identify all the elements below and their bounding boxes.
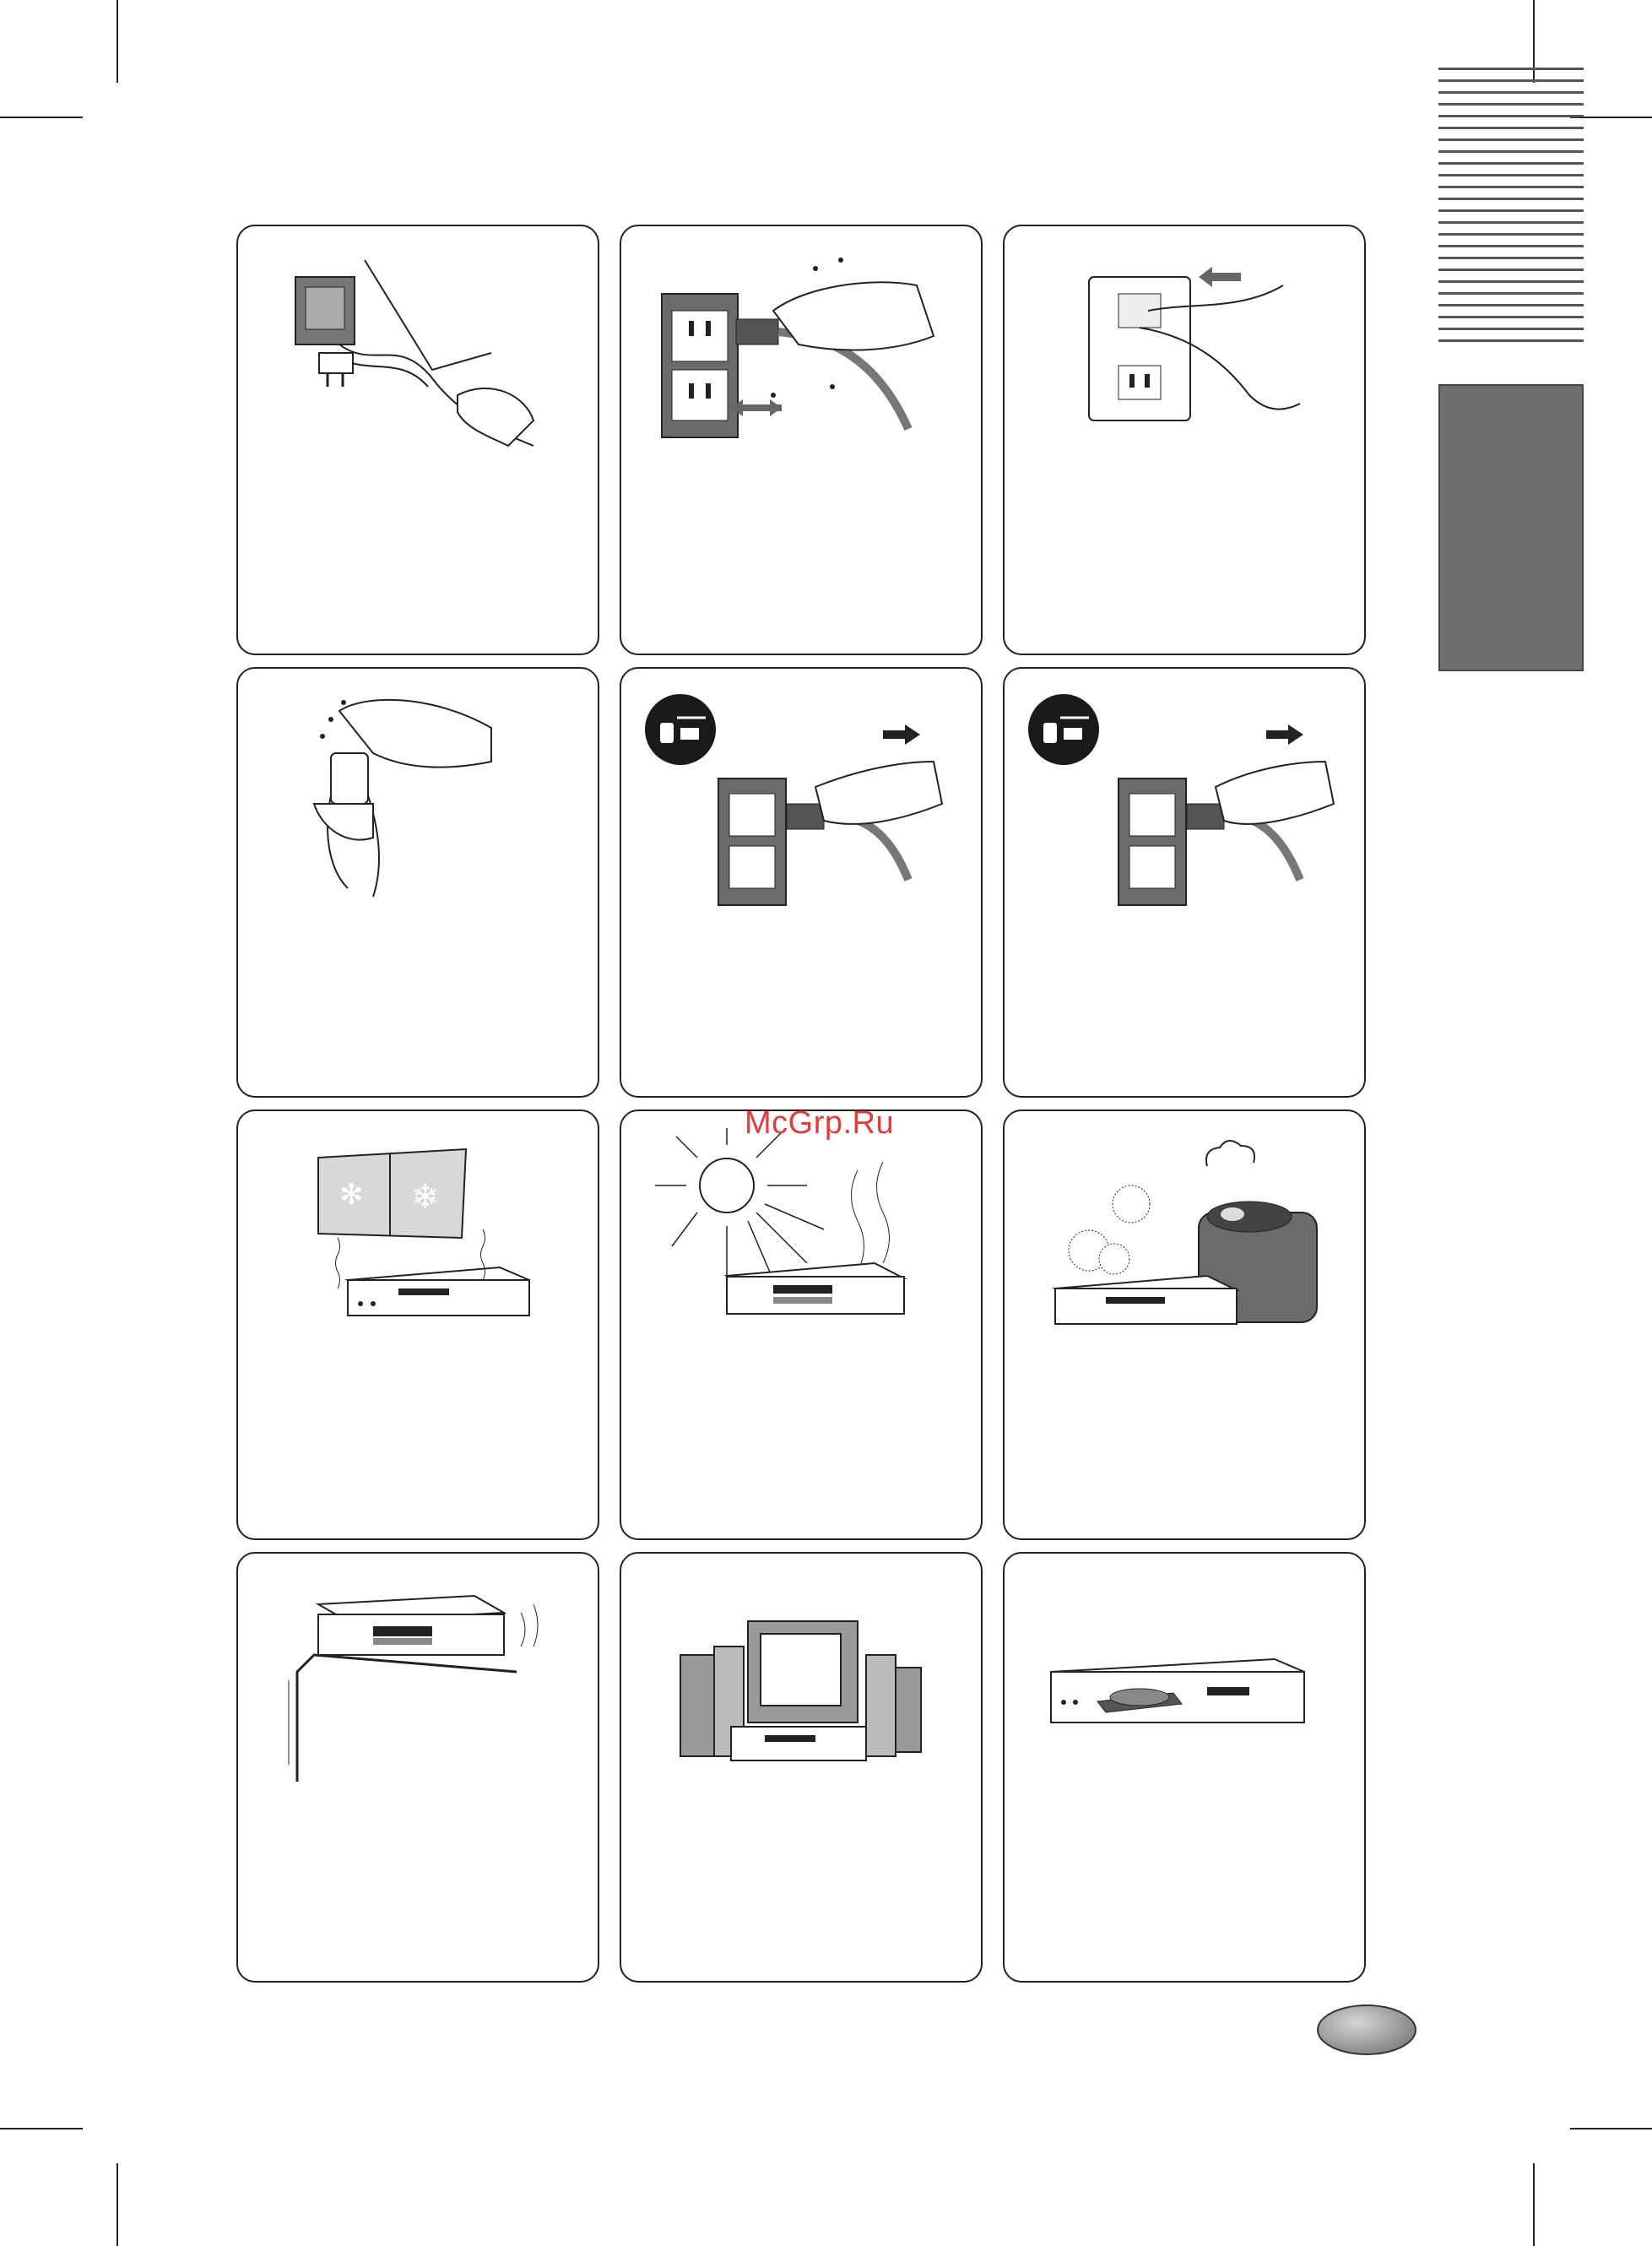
panel-cold-condensation (236, 1109, 599, 1540)
panel-unplug-1 (620, 667, 983, 1098)
panel-plug-in-fully (1003, 225, 1366, 655)
panel-unplug-2 (1003, 667, 1366, 1098)
wipe-plug-icon (238, 669, 599, 1098)
crop-mark (0, 117, 83, 118)
svg-text:❄: ❄ (411, 1178, 440, 1217)
watermark: McGrp.Ru (745, 1105, 895, 1141)
crop-mark (0, 2128, 83, 2129)
unplug-icon (621, 669, 983, 1098)
frost-window-player-icon (238, 1111, 599, 1540)
panel-wet-hands (620, 225, 983, 655)
section-tab (1438, 384, 1584, 671)
player-on-table-edge-icon (238, 1554, 599, 1983)
crop-mark (116, 2163, 118, 2246)
panel-damaged-cord (236, 225, 599, 655)
humidifier-player-icon (1005, 1111, 1366, 1540)
section-tab-stripes (1438, 68, 1584, 359)
panel-unstable-surface (236, 1552, 599, 1983)
cord-pinched-icon (238, 226, 599, 655)
player-open-tray-icon (1005, 1554, 1366, 1983)
panel-humidity-dust (1003, 1109, 1366, 1540)
crop-mark (1570, 2128, 1652, 2129)
page-number-oval (1317, 2005, 1416, 2055)
crop-mark (116, 0, 118, 83)
tv-speaker-setup-icon (621, 1554, 983, 1983)
insert-plug-icon (1005, 226, 1366, 655)
panel-clean-plug (236, 667, 599, 1098)
unplug-icon (1005, 669, 1366, 1098)
crop-mark (1533, 2163, 1535, 2246)
wet-hand-plug-icon (621, 226, 983, 655)
panel-disc-tray (1003, 1552, 1366, 1983)
panel-tv-speakers (620, 1552, 983, 1983)
panel-sunlight-heat (620, 1109, 983, 1540)
svg-text:✻: ✻ (339, 1178, 364, 1212)
sun-heat-player-icon (621, 1111, 983, 1540)
